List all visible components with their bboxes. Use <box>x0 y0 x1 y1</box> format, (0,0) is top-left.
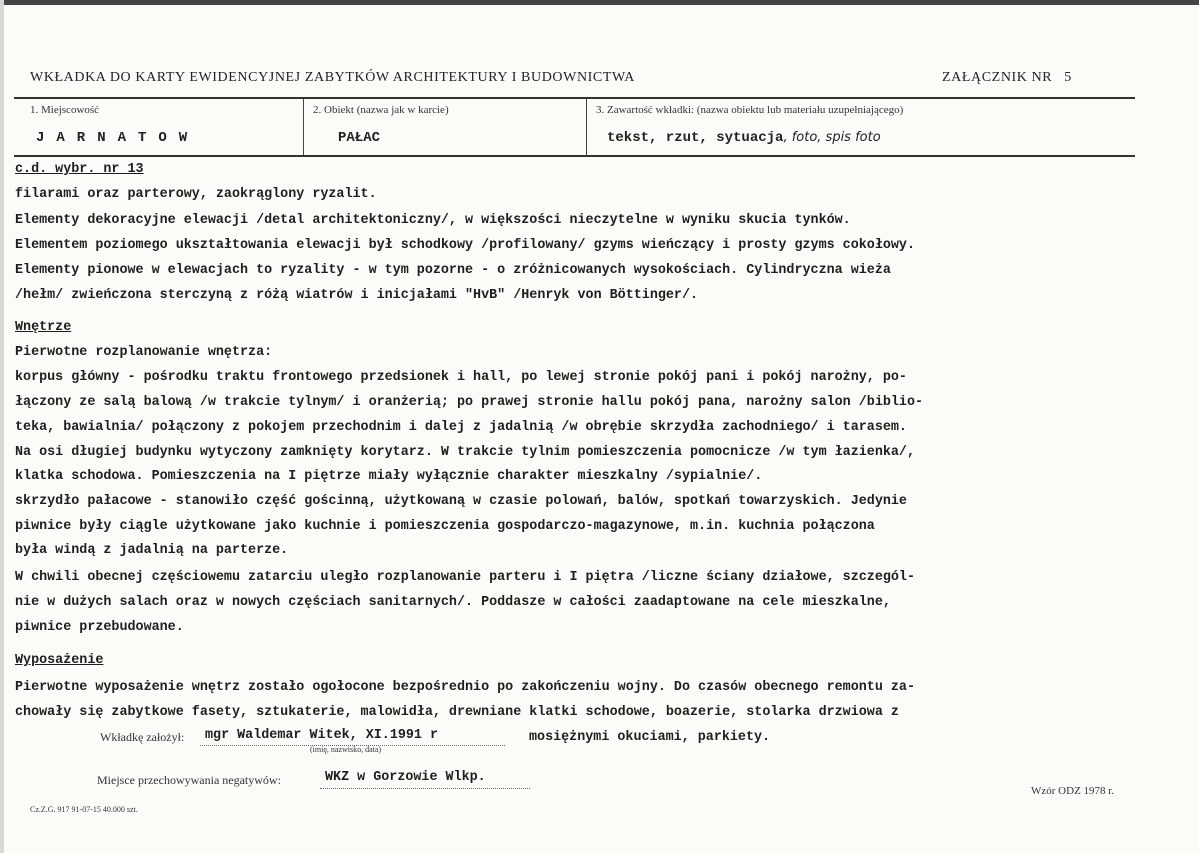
interior-line: skrzydło pałacowe - stanowiło część gościnną, użytkowaną w czasie polowań, balów, spotkań towarzyskich. Jedynie <box>15 494 907 509</box>
equipment-line: Pierwotne wyposażenie wnętrz zostało ogołocone bezpośrednio po zakończeniu wojny. Do czasów obecnego remontu za- <box>15 680 915 695</box>
body-line: Elementy pionowe w elewacjach to ryzality - w tym pozorne - o zróżnicowanych wysokościach. Cylindryczna wieża <box>15 263 891 278</box>
interior-line: nie w dużych salach oraz w nowych częściach sanitarnych/. Poddasze w całości zaadaptowane na cele mieszkalne, <box>15 595 891 610</box>
object-value: PAŁAC <box>338 130 381 146</box>
column-divider <box>303 99 304 155</box>
interior-line: łączony ze salą balową /w trakcie tylnym/ i oranżerią; po prawej stronie hallu pokój pana, narożny salon /biblio- <box>15 395 924 410</box>
table-top-rule <box>14 97 1135 99</box>
interior-line: korpus główny - pośrodku traktu frontowego przedsionek i hall, po lewej stronie pokój pani i pokój narożny, po- <box>15 370 907 385</box>
equipment-line: mosiężnymi okuciami, parkiety. <box>529 730 771 745</box>
contents-value <box>607 130 881 146</box>
print-code: Cz.Z.G. 917 91-07-15 40.000 szt. <box>30 805 138 814</box>
negatives-value: WKZ w Gorzowie Wlkp. <box>325 770 486 785</box>
equipment-heading: Wyposażenie <box>15 653 104 668</box>
contents-typed: tekst, rzut, sytuacja <box>607 130 784 146</box>
interior-line: piwnice przebudowane. <box>15 620 184 635</box>
prepared-by-caption: (imię, nazwisko, data) <box>310 745 382 754</box>
equipment-line: chowały się zabytkowe fasety, sztukaterie, malowidła, drewniane klatki schodowe, boazerie, stolarka drzwiowa z <box>15 705 899 720</box>
negatives-line <box>320 788 530 789</box>
column-divider <box>586 99 587 155</box>
interior-line: była windą z jadalnią na parterze. <box>15 543 289 558</box>
locality-label: 1. Miejscowość <box>30 104 100 116</box>
interior-line: Na osi długiej budynku wytyczony zamknięty korytarz. W trakcie tylnim pomieszczenia pomocnicze /w tym łazienka/, <box>15 445 915 460</box>
interior-line: W chwili obecnej częściowemu zatarciu uległo rozplanowanie parteru i I piętra /liczne ściany działowe, szczegól- <box>15 570 915 585</box>
body-line: Elementy dekoracyjne elewacji /detal architektoniczny/, w większości nieczytelne w wyniku skucia tynków. <box>15 213 851 228</box>
interior-line: piwnice były ciągle użytkowane jako kuchnie i pomieszczenia gospodarczo-magazynowe, m.in. kuchnia połączona <box>15 519 875 534</box>
interior-line: teka, bawialnia/ połączony z pokojem przechodnim i dalej z jadalnią /w obrębie skrzydła zachodniego/ i tarasem. <box>15 420 907 435</box>
form-pattern: Wzór ODZ 1978 r. <box>1031 785 1115 797</box>
annex-number: 5 <box>1064 70 1072 85</box>
negatives-label: Miejsce przechowywania negatywów: <box>97 773 281 787</box>
object-label: 2. Obiekt (nazwa jak w karcie) <box>313 104 449 116</box>
table-bottom-rule <box>14 155 1135 157</box>
annex-label <box>942 70 1072 86</box>
body-line: filarami oraz parterowy, zaokrąglony ryzalit. <box>15 187 377 202</box>
interior-line: Pierwotne rozplanowanie wnętrza: <box>15 345 273 360</box>
annex-label-text: ZAŁĄCZNIK NR <box>942 70 1053 85</box>
contents-label: 3. Zawartość wkładki: (nazwa obiektu lub materiału uzupełniającego) <box>596 104 904 116</box>
prepared-by-label: Wkładkę założył: <box>100 730 185 744</box>
interior-heading: Wnętrze <box>15 320 72 335</box>
body-line: Elementem poziomego ukształtowania elewacji był schodkowy /profilowany/ gzyms wieńczący i prosty gzyms cokołowy. <box>15 238 915 253</box>
interior-line: klatka schodowa. Pomieszczenia na I piętrze miały wyłącznie charakter mieszkalny /sypialnie/. <box>15 469 763 484</box>
continuation-ref: c.d. wybr. nr 13 <box>15 162 144 177</box>
form-title: WKŁADKA DO KARTY EWIDENCYJNEJ ZABYTKÓW ARCHITEKTURY I BUDOWNICTWA <box>30 70 635 85</box>
contents-handwritten: , foto, spis foto <box>783 130 881 145</box>
left-edge <box>0 0 4 853</box>
locality-value: JARNATOW <box>36 130 200 146</box>
body-line: /hełm/ zwieńczona sterczyną z różą wiatrów i inicjałami "HvB" /Henryk von Böttinger/. <box>15 288 699 303</box>
top-edge <box>0 0 1199 5</box>
prepared-by-value: mgr Waldemar Witek, XI.1991 r <box>205 728 439 743</box>
